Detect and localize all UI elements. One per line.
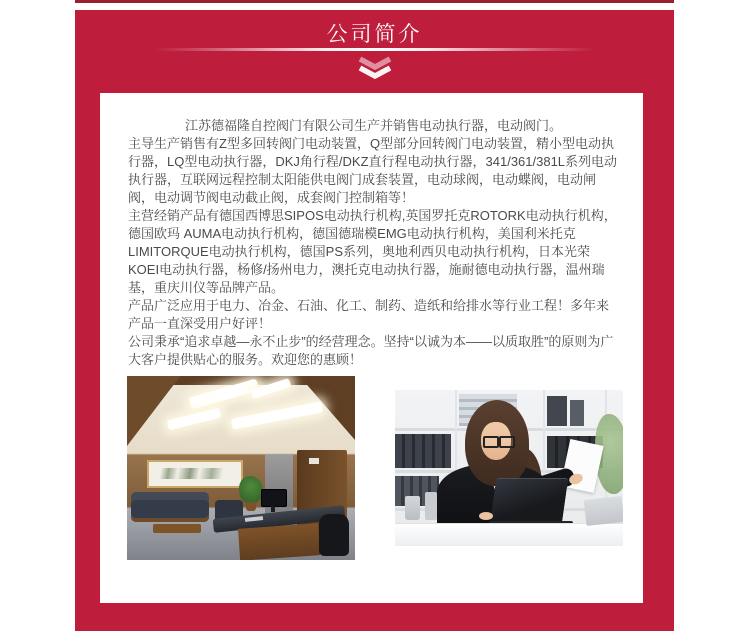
chevron-down-icon bbox=[357, 56, 393, 79]
pencil-cup bbox=[425, 492, 437, 520]
office-chair bbox=[319, 514, 349, 556]
wall-painting bbox=[147, 460, 243, 488]
office-sofa bbox=[131, 492, 209, 522]
ceiling-light bbox=[167, 408, 222, 431]
content-card bbox=[100, 93, 643, 603]
profile-paragraph-applications: 产品广泛应用于电力、冶金、石油、化工、制药、造纸和给排水等行业工程！多年来产品一直深受用户好评！ bbox=[128, 298, 610, 331]
white-desk bbox=[395, 523, 623, 546]
section-title: 公司简介 bbox=[326, 23, 423, 46]
businesswoman-at-desk-photo bbox=[395, 390, 623, 546]
shelf-binder bbox=[570, 400, 584, 426]
woman-glasses bbox=[499, 436, 515, 448]
door-sign bbox=[309, 458, 319, 464]
laptop bbox=[584, 496, 623, 526]
company-intro-line: 江苏德福隆自控阀门有限公司生产并销售电动执行器，电动阀门。 bbox=[184, 118, 562, 133]
monitor-stand bbox=[271, 506, 275, 512]
top-accent-line bbox=[75, 0, 674, 3]
desk-monitor bbox=[261, 489, 287, 507]
executive-desk-front bbox=[238, 523, 320, 560]
office-interior-photo bbox=[127, 376, 355, 560]
coffee-mug bbox=[405, 496, 420, 520]
woman-hand bbox=[479, 512, 493, 520]
profile-paragraph-philosophy: 公司秉承“追求卓越—永不止步”的经营理念。坚持“以诚为本——以质取胜”的原则为广大客户提供贴心的服务。欢迎您的惠顾！ bbox=[128, 334, 614, 367]
profile-paragraph-brands: 主营经销产品有德国西博思SIPOS电动执行机构,英国罗托克ROTORK电动执行机构，德国欧玛 AUMA电动执行机构，德国德瑞模EMG电动执行机构，美国利米托克LIMITORQUE电动执行机构，德国PS系列，奥地利西贝电动执行机构，日本光荣KOEI电动执行器，杨修/扬州电力，澳托克电动执行器，施耐德电动执行器，温州瑞基，重庆川仪等品牌产品。 bbox=[128, 208, 617, 295]
photo-row bbox=[127, 376, 619, 560]
coffee-table bbox=[153, 524, 201, 533]
plant-pot bbox=[246, 502, 256, 511]
red-band bbox=[75, 10, 674, 631]
tablet-screen bbox=[490, 478, 569, 525]
office-plant bbox=[239, 476, 263, 504]
woman-glasses bbox=[483, 436, 499, 448]
ceiling-light bbox=[231, 401, 323, 429]
profile-paragraph-products: 主导生产销售有Z型多回转阀门电动装置，Q型部分回转阀门电动装置，精小型电动执行器，LQ型电动执行器，DKJ角行程/DKZ直行程电动执行器，341/361/381L系列电动执行器，互联网远程控制太阳能供电阀门成套装置，电动球阀，电动蝶阀，电动闸阀，电动调节阀电动截止阀，成套阀门控制箱等！ bbox=[128, 136, 618, 205]
shelf-binders bbox=[395, 434, 451, 468]
shelf-binder bbox=[547, 396, 567, 426]
company-profile-text bbox=[128, 117, 619, 369]
title-divider-line bbox=[155, 48, 595, 51]
